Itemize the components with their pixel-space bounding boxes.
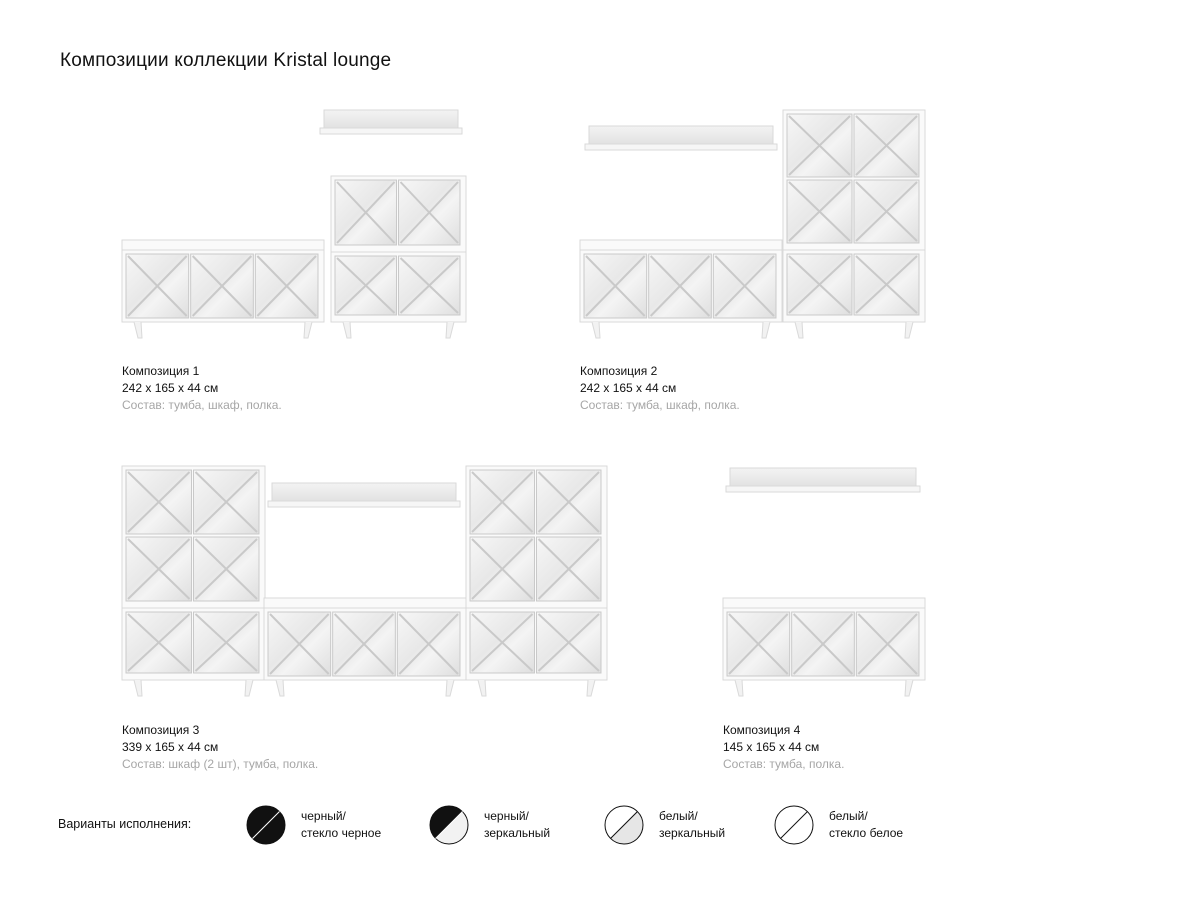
composition-4-caption	[723, 722, 844, 773]
sideboard-1-top	[122, 240, 324, 250]
sideboard-1-leg-right	[304, 322, 312, 338]
composition-2-size: 242 х 165 х 44 см	[580, 381, 677, 395]
lower-cabinet-3a-leg-right	[245, 680, 253, 696]
lower-cabinet-3a-leg-left	[134, 680, 142, 696]
composition-1-contents: Состав: тумба, шкаф, полка.	[122, 398, 282, 412]
variant-label-3: белый/ зеркальный	[659, 809, 726, 840]
variants-label: Варианты исполнения:	[58, 817, 192, 831]
sideboard-4-leg-right	[905, 680, 913, 696]
lower-cabinet-3b-leg-left	[478, 680, 486, 696]
composition-2-name: Композиция 2	[580, 364, 658, 378]
shelf-4-back	[730, 468, 916, 486]
swatch-white-white-glass	[774, 805, 814, 845]
shelf-4-board	[726, 486, 920, 492]
variant-label-2: черный/ зеркальный	[484, 809, 551, 840]
sideboard-2-leg-left	[592, 322, 600, 338]
page-title: Композиции коллекции Kristal lounge	[60, 50, 392, 71]
sideboard-4-top	[723, 598, 925, 608]
lower-cabinet-1-leg-right	[446, 322, 454, 338]
swatch-black-mirror	[429, 805, 469, 845]
lower-cabinet-3b-leg-right	[587, 680, 595, 696]
composition-3-contents: Состав: шкаф (2 шт), тумба, полка.	[122, 757, 319, 771]
composition-2-contents: Состав: тумба, шкаф, полка.	[580, 398, 740, 412]
swatch-black-black-glass	[246, 805, 286, 845]
variant-label-4: белый/ стекло белое	[829, 809, 904, 840]
sideboard-1-leg-left	[134, 322, 142, 338]
shelf-3-board	[268, 501, 460, 507]
shelf-2-board	[585, 144, 777, 150]
composition-3-size: 339 х 165 х 44 см	[122, 740, 219, 754]
composition-3-name: Композиция 3	[122, 723, 200, 737]
shelf-1-back	[324, 110, 458, 128]
composition-4-size: 145 х 165 х 44 см	[723, 740, 820, 754]
composition-2-caption	[580, 363, 740, 414]
sideboard-3-top	[264, 598, 466, 608]
composition-1-name: Композиция 1	[122, 364, 200, 378]
sideboard-3-leg-left	[276, 680, 284, 696]
composition-1-caption	[122, 363, 282, 414]
swatch-white-mirror	[604, 805, 644, 845]
composition-4-name: Композиция 4	[723, 723, 801, 737]
sideboard-2-top	[580, 240, 782, 250]
shelf-2-back	[589, 126, 773, 144]
composition-3-caption	[122, 722, 318, 773]
lower-cabinet-2-leg-right	[905, 322, 913, 338]
sideboard-2-leg-right	[762, 322, 770, 338]
sideboard-3-leg-right	[446, 680, 454, 696]
sideboard-4-leg-left	[735, 680, 743, 696]
shelf-1-board	[320, 128, 462, 134]
lower-cabinet-2-leg-left	[795, 322, 803, 338]
variant-label-1: черный/ стекло черное	[301, 809, 382, 840]
composition-1-size: 242 х 165 х 44 см	[122, 381, 219, 395]
lower-cabinet-1-leg-left	[343, 322, 351, 338]
composition-4-contents: Состав: тумба, полка.	[723, 757, 845, 771]
shelf-3-back	[272, 483, 456, 501]
